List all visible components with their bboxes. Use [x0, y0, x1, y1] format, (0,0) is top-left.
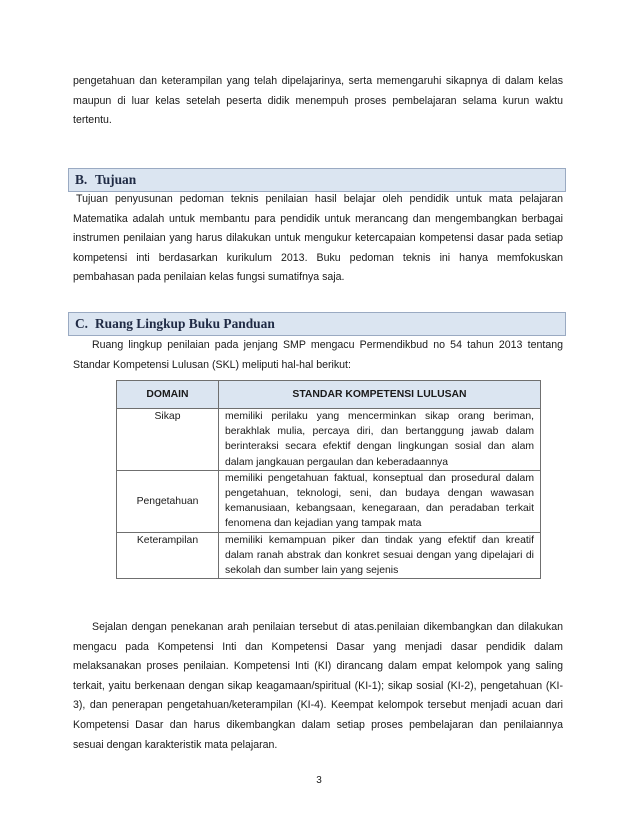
description-cell: memiliki perilaku yang mencerminkan sikap orang beriman, berakhlak mulia, percaya diri, dan bertanggung jawab dalam berinteraksi secara efektif dengan lingkungan sosial dan alam dalam jangkauan pergaulan dan keberadaannya [219, 409, 541, 471]
section-b-heading [68, 168, 566, 192]
header-domain: DOMAIN [117, 381, 219, 409]
table-row [117, 532, 541, 579]
closing-paragraph: Sejalan dengan penekanan arah penilaian tersebut di atas.penilaian dikembangkan dan dilakukan mengacu pada Kompetensi Inti dan Kompetensi Dasar yang menjadi dasar pendidik dalam melaksanakan proses penilaian. Kompetensi Inti (KI) dirancang dalam empat kelompok yang saling terkait, yaitu berkenaan dengan sikap keagamaan/spiritual (KI-1); sikap sosial (KI-2), pengetahuan (KI-3), dan penerapan pengetahuan/keterampilan (KI-4). Keempat kelompok tersebut menjadi acuan dari Kompetensi Dasar dan harus dikembangkan dalam setiap proses pembelajaran dan penilaiannya sesuai dengan karakteristik mata pelajaran. [73, 621, 563, 751]
description-cell: memiliki pengetahuan faktual, konseptual dan prosedural dalam pengetahuan, teknologi, seni, dan budaya dengan wawasan kemanusiaan, kebangsaan, kenegaraan, dan peradaban terkait fenomena dan kejadian yang tampak mata [219, 470, 541, 532]
skl-table-header-row [117, 381, 541, 409]
section-c-heading [68, 312, 566, 336]
table-row [117, 409, 541, 471]
intro-paragraph: pengetahuan dan keterampilan yang telah dipelajarinya, serta memengaruhi sikapnya di dalam kelas maupun di luar kelas setelah peserta didik menempuh proses pembelajaran selama kurun waktu tertentu. [73, 75, 563, 127]
table-row [117, 470, 541, 532]
section-b-title: Tujuan [95, 172, 137, 187]
domain-cell: Keterampilan [117, 532, 219, 579]
description-cell: memiliki kemampuan piker dan tindak yang efektif dan kreatif dalam ranah abstrak dan konkret sesuai dengan yang dipelajari di sekolah dan sumber lain yang sejenis [219, 532, 541, 579]
section-c-title: Ruang Lingkup Buku Panduan [95, 316, 275, 331]
domain-cell: Sikap [117, 409, 219, 471]
skl-table [116, 380, 541, 579]
header-skl: STANDAR KOMPETENSI LULUSAN [219, 381, 541, 409]
domain-cell: Pengetahuan [117, 470, 219, 532]
page-number: 3 [316, 775, 322, 786]
section-c-number: C. [75, 316, 89, 331]
section-b-body: Tujuan penyusunan pedoman teknis penilaian hasil belajar oleh pendidik untuk mata pelajaran Matematika adalah untuk membantu para pendidik untuk merancang dan mengembangkan berbagai instrumen penilaian yang harus dilakukan untuk mengukur ketercapaian kompetensi dasar pada setiap kompetensi inti berdasarkan kurikulum 2013. Buku pedoman teknis ini hanya memfokuskan pembahasan pada penilaian kelas fungsi sumatifnya saja. [73, 193, 563, 284]
section-c-body: Ruang lingkup penilaian pada jenjang SMP mengacu Permendikbud no 54 tahun 2013 tentang Standar Kompetensi Lulusan (SKL) meliputi hal-hal berikut: [73, 339, 563, 371]
section-b-number: B. [75, 172, 88, 187]
